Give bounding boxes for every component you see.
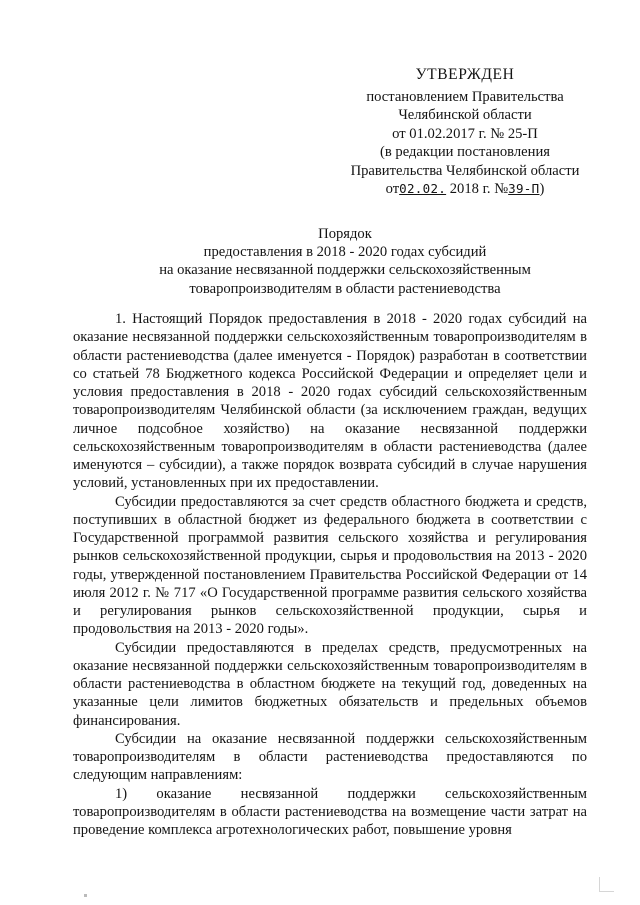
approval-line: постановлением Правительства <box>366 88 564 105</box>
title-line: товаропроизводителям в области растениеводства <box>189 280 501 297</box>
approval-line: от 01.02.2017 г. № 25-П <box>392 125 538 142</box>
body-paragraph: Субсидии на оказание несвязанной поддержки сельскохозяйственным товаропроизводителям в области растениеводства предоставляются по следующим направлениям: <box>73 730 587 784</box>
title-line: предоставления в 2018 - 2020 годах субсидий <box>203 244 487 261</box>
body-paragraph: 1. Настоящий Порядок предоставления в 2018 - 2020 годах субсидий на оказание несвязанной поддержки сельскохозяйственным товаропроизводителям в области растениеводства (далее именуется - Порядок) разработан в соответствии со статьей 78 Бюджетного кодекса Российской Федерации и определяет цели и условия предоставления в 2018 - 2020 годах субсидий сельскохозяйственным товаропроизводителям Челябинской области (за исключением граждан, ведущих личное подсобное хозяйство) на оказание несвязанной поддержки сельскохозяйственным товаропроизводителям в области растениеводства (далее именуются – субсидии), а также порядок возврата субсидий в случае нарушения условий, установленных при их предоставлении. <box>73 311 587 492</box>
approval-heading: УТВЕРЖДЕН <box>415 66 515 83</box>
approval-line: (в редакции постановления <box>380 144 550 160</box>
scan-corner-mark <box>599 877 614 892</box>
document-title <box>90 225 600 298</box>
approval-date-line <box>330 180 600 199</box>
approval-stamp <box>330 66 600 199</box>
approval-line: Челябинской области <box>398 107 532 123</box>
body-paragraph: Субсидии предоставляются в пределах средств, предусмотренных на оказание несвязанной поддержки сельскохозяйственным товаропроизводителям в области растениеводства в областном бюджете на текущий год, доведенных на указанные цели лимитов бюджетных обязательств и предельных объемов финансирования. <box>73 639 587 729</box>
body-paragraph: 1) оказание несвязанной поддержки сельскохозяйственным товаропроизводителям в области растениеводства на возмещение части затрат на проведение комплекса агротехнологических работ, повышение уровня <box>73 785 587 838</box>
date-suffix: ) <box>539 181 545 197</box>
document-body <box>73 310 587 839</box>
filled-number: 39-П <box>508 181 540 196</box>
date-year: 2018 г. № <box>446 181 509 197</box>
date-prefix: от <box>385 181 400 197</box>
title-line: на оказание несвязанной поддержки сельскохозяйственным <box>159 262 531 279</box>
filled-date: 02.02. <box>399 181 447 196</box>
body-paragraph: Субсидии предоставляются за счет средств областного бюджета и средств, поступивших в областной бюджет из федерального бюджета в соответствии с Государственной программой развития сельского хозяйства и регулирования рынков сельскохозяйственной продукции, сырья и продовольствия на 2013 - 2020 годы, утвержденной постановлением Правительства Российской Федерации от 14 июля 2012 г. № 717 «О Государственной программе развития сельского хозяйства и регулирования рынков сельскохозяйственной продукции, сырья и продовольствия на 2013 - 2020 годы». <box>73 493 587 638</box>
approval-line: Правительства Челябинской области <box>350 162 580 179</box>
title-line: Порядок <box>318 226 372 242</box>
scan-dot <box>84 894 87 897</box>
